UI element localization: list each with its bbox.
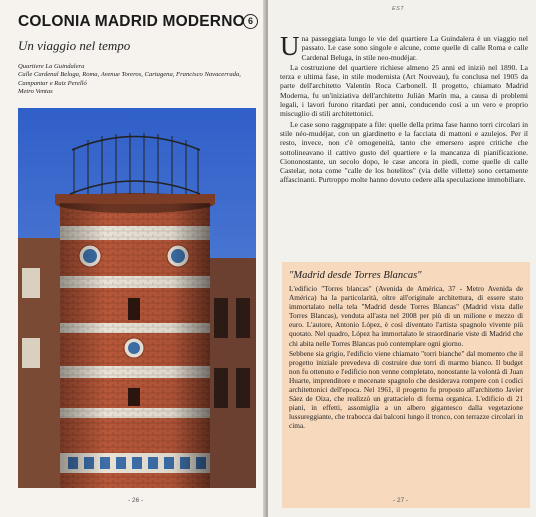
running-header: EST	[392, 6, 405, 12]
tower-illustration	[18, 108, 256, 488]
meta-line: Quartiere La Guindalera	[18, 63, 85, 70]
chapter-title: COLONIA MADRID MODERNO	[18, 13, 245, 30]
meta-line: Calle Cardenal Beluga, Roma, Avenue Toreros, Cartagena, Francisco Navacerrada,	[18, 71, 241, 79]
page-number-left: - 26 -	[128, 497, 144, 504]
chapter-number-badge: 6	[243, 14, 258, 29]
location-info	[18, 63, 263, 97]
sidebar-box	[282, 262, 530, 508]
meta-line: Campantar e Ruiz Perelló	[18, 79, 87, 87]
paragraph: Le case sono raggruppate a file: quelle della prima fase hanno torri circolari in stile néo-mudéjar, con un giardinetto e la facciata di mattoni e azulejos. Per il resto, invece, non c'è omogeneità, tanto che emersero aspre critiche che sottolineavano il cattivo gusto del quartiere e la mancanza di pianificazione. Ciononostante, un secolo dopo, le case ancora in piedi, come quelle di calle Castelar, nota come "calle de los hotelitos" (via delle villette) sono certamente affascinanti. Purtroppo molte hanno dovuto cedere alla speculazione immobiliare.	[280, 119, 528, 185]
meta-line: Metro Ventas	[18, 88, 53, 96]
page-number-right: - 27 -	[393, 497, 409, 504]
tower-photo	[18, 108, 256, 488]
box-title: "Madrid desde Torres Blancas"	[289, 270, 422, 281]
chapter-subtitle: Un viaggio nel tempo	[18, 38, 131, 53]
box-paragraph: Sebbene sia grigio, l'edificio viene chiamato "torri bianche" dal momento che il progetto iniziale prevedeva di costruire due torri di marmo bianco. Il budget non fu ottenuto e l'edificio non venne completato, nonostante la volontà di Juan Huarte, imprenditore e mecenate spagnolo che desiderava rompere con i codici architettonici dell'epoca. Nel 1961, il progetto fu proposto all'architetto Javier Sáez de Oiza, che realizzò un grattacielo di forma organica. L'edificio di 21 piani, in effetti, assomiglia a un albero gigantesco dalla vegetazione lussureggiante, che trabocca dai balconi lungo il tronco, con terrazze circolari in cima.	[289, 348, 524, 431]
right-page	[268, 0, 536, 517]
body-text	[280, 31, 528, 186]
left-page	[0, 0, 266, 517]
drop-cap: U	[280, 31, 300, 61]
paragraph: La costruzione del quartiere richiese almeno 25 anni ed iniziò nel 1890. La terza e ultima fase, in stile modernista (Art Nouveau), fu conclusa nel 1905 da parte dell'architetto Valentín Roca Carbonell. Il progetto, chiamato Madrid Moderna, fu un'iniziativa dell'architetto Julián Marín ma, a causa di problemi legali, i lavori furono ritardati per anni, conducendo così a un vero e proprio miscuglio di stili architettonici.	[280, 62, 528, 119]
box-text	[289, 284, 523, 431]
paragraph: Una passeggiata lungo le vie del quartiere La Guindalera è un viaggio nel passato. Le case sono singole e alcune, come quelle di calle Roma e calle Cardenal Beluga, in stile neo-mudéjar.	[280, 31, 528, 62]
box-paragraph: L'edificio "Torres blancas" (Avenida de América, 37 - Metro Avenida de América) ha la particolarità, oltre all'originale architettura, di essere stato immortalato nella tela "Madrid desde Torres Blancas" (Madrid vista dalle Torres Blancas), venduta all'asta nel 2008 per più di un milione e mezzo di euro. L'autore, Antonio López, è così diventato l'artista spagnolo vivente più quotato. Nel quadro, López ha immortalato le straordinarie viste di Madrid che chi abita nelle Torres Blancas può contemplare ogni giorno.	[289, 284, 523, 348]
